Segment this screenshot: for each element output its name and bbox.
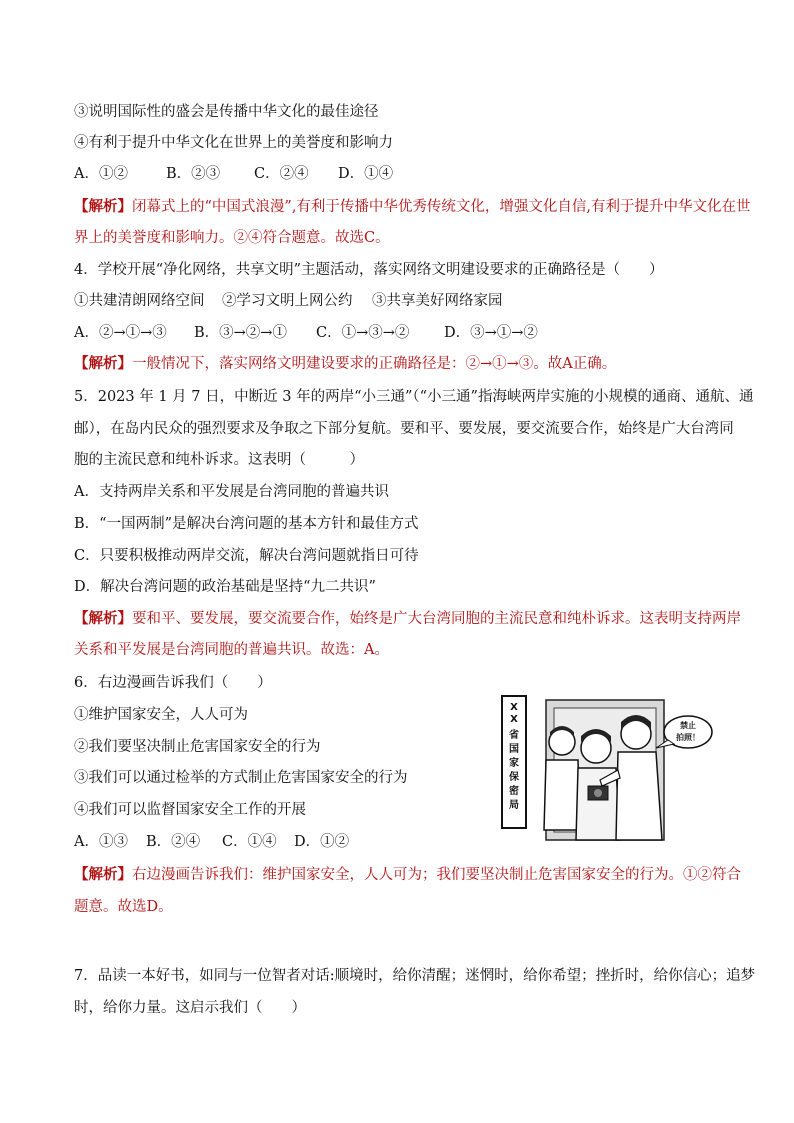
- cartoon-drawing: [496, 690, 716, 850]
- q6-options: [74, 832, 349, 852]
- q5-option-d: D．解决台湾问题的政治基础是坚持“九二共识”: [74, 579, 376, 595]
- analysis-text: 右边漫画告诉我们：维护国家安全，人人可为；我们要坚决制止危害国家安全的行为。①②符合: [132, 867, 741, 883]
- q4-item-2: ②学习文明上网公约: [222, 293, 353, 309]
- q5-stem-line-1: 5．2023 年 1 月 7 日，中断近 3 年的两岸“小三通”（“小三通”指海峡两岸实施的小规模的通商、通航、通: [74, 389, 754, 405]
- svg-text:保: 保: [509, 772, 519, 783]
- svg-text:拍照！: 拍照！: [676, 733, 700, 742]
- q6-stem: 6．右边漫画告诉我们（ ）: [74, 675, 272, 691]
- q4-option-c: C．①→③→②: [316, 325, 410, 341]
- svg-text:局: 局: [509, 800, 519, 811]
- q4-option-b: B．③→②→①: [194, 325, 287, 341]
- q6-option-a: A．①③: [74, 834, 128, 850]
- q3-analysis-line-2: 界上的美誉度和影响力。②④符合题意。故选C。: [74, 230, 390, 246]
- q4-items: [74, 291, 503, 311]
- q4-options: [74, 323, 538, 343]
- q6-cartoon: [496, 690, 716, 850]
- svg-text:X: X: [510, 714, 518, 725]
- q5-stem-line-2: 邮），在岛内民众的强烈要求及争取之下部分复航。要和平、要发展，要交流要合作，始终是广大台湾同: [74, 421, 734, 437]
- q6-item-2: ②我们要坚决制止危害国家安全的行为: [74, 739, 321, 755]
- svg-text:家: 家: [509, 758, 519, 769]
- analysis-tag: 【解析】: [74, 866, 132, 883]
- svg-text:省: 省: [509, 730, 519, 741]
- q6-option-c: C．①④: [222, 834, 277, 850]
- svg-text:X: X: [510, 702, 518, 713]
- q3-item-3: ③说明国际性的盛会是传播中华文化的最佳途径: [74, 104, 379, 120]
- analysis-tag: 【解析】: [74, 355, 132, 372]
- analysis-tag: 【解析】: [74, 610, 132, 627]
- q4-analysis: [74, 354, 616, 374]
- q3-options: [74, 164, 393, 184]
- q3-option-a: A．①②: [74, 166, 128, 182]
- analysis-text: 闭幕式上的“中国式浪漫”,有利于传播中华优秀传统文化，增强文化自信,有利于提升中华文化在世: [132, 199, 751, 215]
- q3-analysis-line-1: [74, 197, 751, 217]
- svg-text:国: 国: [509, 744, 519, 755]
- q6-analysis-line-1: [74, 865, 741, 885]
- q4-option-d: D．③→①→②: [444, 325, 538, 341]
- q6-option-d: D．①②: [294, 834, 350, 850]
- q4-item-3: ③共享美好网络家园: [372, 293, 503, 309]
- svg-text:密: 密: [509, 786, 519, 797]
- analysis-text: 一般情况下，落实网络文明建设要求的正确路径是：②→①→③。故A正确。: [132, 356, 617, 372]
- analysis-tag: 【解析】: [74, 198, 132, 215]
- q7-stem-line-2: 时，给你力量。这启示我们（ ）: [74, 1000, 306, 1016]
- q5-analysis-line-2: 关系和平发展是台湾同胞的普遍共识。故选：A。: [74, 642, 389, 658]
- q7-stem-line-1: 7．品读一本好书，如同与一位智者对话:顺境时，给你清醒；迷惘时，给你希望；挫折时，给你信心；追梦: [74, 968, 756, 984]
- q5-option-a: A．支持两岸关系和平发展是台湾同胞的普遍共识: [74, 484, 389, 500]
- q3-option-c: C．②④: [254, 166, 309, 182]
- q3-option-d: D．①④: [338, 166, 394, 182]
- q5-analysis-line-1: [74, 609, 741, 629]
- q6-item-4: ④我们可以监督国家安全工作的开展: [74, 802, 306, 818]
- q4-option-a: A．②→①→③: [74, 325, 167, 341]
- svg-text:禁止: 禁止: [680, 721, 696, 730]
- q6-item-3: ③我们可以通过检举的方式制止危害国家安全的行为: [74, 770, 408, 786]
- q4-item-1: ①共建清朗网络空间: [74, 293, 205, 309]
- q5-option-b: B．“一国两制”是解决台湾问题的基本方针和最佳方式: [74, 516, 419, 532]
- q6-item-1: ①维护国家安全，人人可为: [74, 707, 248, 723]
- q6-option-b: B．②④: [146, 834, 201, 850]
- q3-option-b: B．②③: [166, 166, 221, 182]
- analysis-text: 要和平、要发展，要交流要合作，始终是广大台湾同胞的主流民意和纯朴诉求。这表明支持两岸: [132, 611, 741, 627]
- q4-stem: 4．学校开展“净化网络，共享文明”主题活动，落实网络文明建设要求的正确路径是（ ）: [74, 262, 664, 278]
- q6-analysis-line-2: 题意。故选D。: [74, 899, 173, 915]
- q3-item-4: ④有利于提升中华文化在世界上的美誉度和影响力: [74, 135, 393, 151]
- q5-stem-line-3: 胞的主流民意和纯朴诉求。这表明（ ）: [74, 452, 364, 468]
- q5-option-c: C．只要积极推动两岸交流，解决台湾问题就指日可待: [74, 548, 419, 564]
